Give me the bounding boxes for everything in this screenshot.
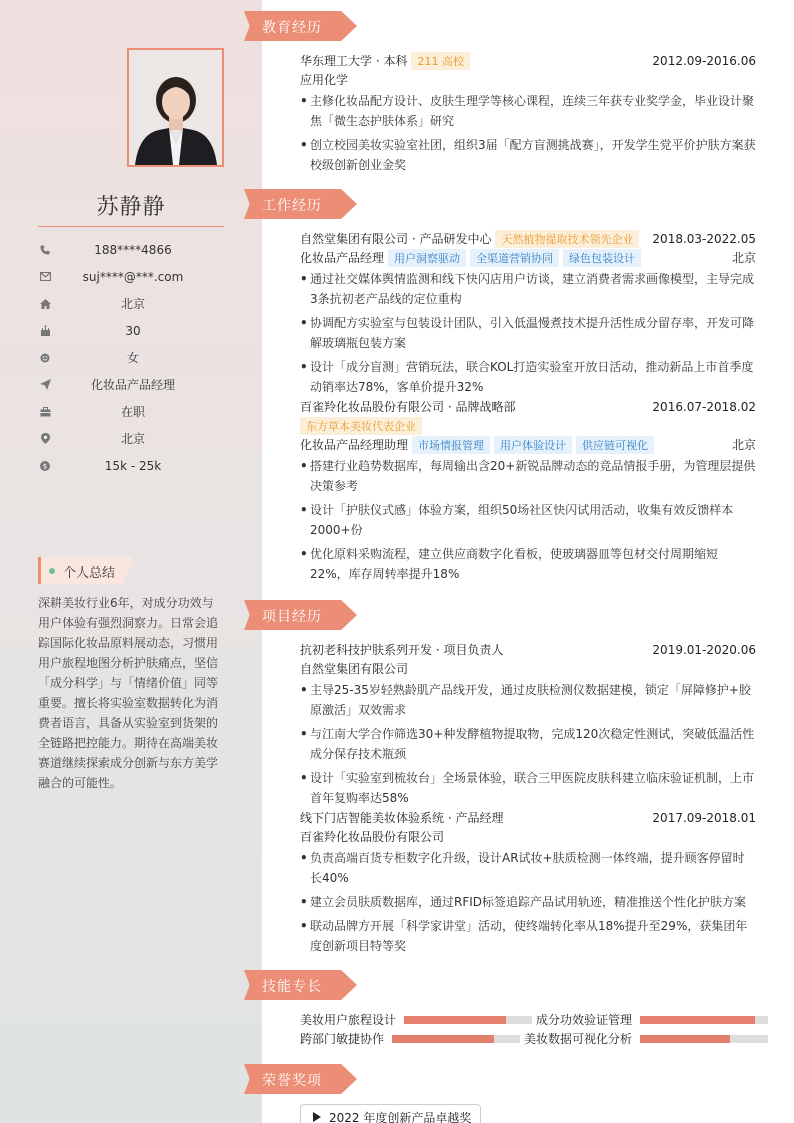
project-company: 百雀羚化妆品股份有限公司 <box>300 830 445 844</box>
project-date: 2017.09-2018.01 <box>652 810 756 825</box>
section-heading-project: 项目经历 <box>244 600 357 630</box>
education-date: 2012.09-2016.06 <box>652 53 756 68</box>
work-city: 北京 <box>731 251 756 265</box>
project-date: 2019.01-2020.06 <box>652 642 756 657</box>
list-item: • 主导25-35岁轻熟龄肌产品线开发，通过皮肤检测仪数据建模，锁定「屏障修护+胶原激活」双效需求 <box>300 683 751 717</box>
info-row-gender: 女 <box>38 344 224 371</box>
info-row-home: 北京 <box>38 290 224 317</box>
contact-info <box>38 236 224 479</box>
company-name: 自然堂集团有限公司 · 产品研发中心 <box>300 232 492 246</box>
list-item: • 搭建行业趋势数据库，每周输出含20+新锐品牌动态的竞品情报手册，为管理层提供决策参考 <box>300 459 756 493</box>
info-row-email: suj****@***.com <box>38 263 224 290</box>
list-item: • 协调配方实验室与包装设计团队，引入低温慢煮技术提升活性成分留存率，开发可降解玻璃瓶包装方案 <box>300 316 755 350</box>
bullet-dot-icon <box>49 568 55 574</box>
section-heading-work: 工作经历 <box>244 189 357 219</box>
company-tag: 东方草本美妆代表企业 <box>300 417 422 435</box>
info-row-age: 30 <box>38 317 224 344</box>
school-tag: 211 高校 <box>411 52 470 70</box>
briefcase-icon <box>38 405 52 419</box>
summary-heading: 个人总结 <box>38 557 134 584</box>
skills-list <box>300 1010 770 1048</box>
work-date: 2018.03-2022.05 <box>652 231 756 246</box>
salary-icon <box>38 459 52 473</box>
award-item: 2022 年度创新产品卓越奖 <box>300 1104 481 1123</box>
company-name: 百雀羚化妆品股份有限公司 · 品牌战略部 <box>300 400 516 414</box>
skill-item: 美妆数据可视化分析 <box>524 1030 768 1047</box>
list-item: • 联动品牌方开展「科学家讲堂」活动，使终端转化率从18%提升至29%，获集团年度创新项目特等奖 <box>300 919 748 953</box>
info-row-phone: 188****4866 <box>38 236 224 263</box>
summary-text: 深耕美妆行业6年，对成分功效与用户体验有强烈洞察力。日常会追踪国际化妆品原料展动态，习惯用用户旅程地图分析护肤痛点，坚信「成分科学」与「情绪价值」同等重要。擅长将实验室数据转化为消费者语言，具备从实验室到货架的全链路把控能力。期待在高端美妆赛道继续探索成分创新与东方美学融合的可能性。 <box>38 596 219 790</box>
work-city: 北京 <box>731 438 756 452</box>
company-tag: 天然植物提取技术领先企业 <box>495 230 639 248</box>
section-heading-education: 教育经历 <box>244 11 357 41</box>
cake-icon <box>38 324 52 338</box>
skill-tag: 供应链可视化 <box>576 436 654 454</box>
skill-tag: 用户洞察驱动 <box>388 249 466 267</box>
info-row-salary: $ 15k - 25k <box>38 452 224 479</box>
section-heading-skills: 技能专长 <box>244 970 357 1000</box>
list-item: • 设计「成分盲测」营销玩法，联合KOL打造实验室开放日活动，推动新品上市首季度动销率达78%，客单价提升32% <box>300 360 754 394</box>
home-icon <box>38 297 52 311</box>
skill-item: 成分功效验证管理 <box>536 1011 768 1028</box>
job-role: 化妆品产品经理 <box>300 251 385 265</box>
work-date: 2016.07-2018.02 <box>652 399 756 414</box>
send-icon <box>38 378 52 392</box>
mail-icon <box>38 270 52 284</box>
skill-tag: 用户体验设计 <box>494 436 572 454</box>
education-block <box>300 51 756 175</box>
info-row-location: 北京 <box>38 425 224 452</box>
name-divider <box>38 226 224 227</box>
list-item: • 通过社交媒体舆情监测和线下快闪店用户访谈，建立消费者需求画像模型，主导完成3条抗初老产品线的定位重构 <box>300 272 755 306</box>
info-row-target-job: 化妆品产品经理 <box>38 371 224 398</box>
list-item: • 优化原料采购流程，建立供应商数字化看板，使玻璃器皿等包材交付周期缩短22%，库存周转率提升18% <box>300 547 719 581</box>
list-item: • 创立校园美妆实验室社团，组织3届「配方盲测挑战赛」，开发学生党平价护肤方案获校级创新创业金奖 <box>300 138 756 172</box>
job-role: 化妆品产品经理助理 <box>300 438 409 452</box>
candidate-name: 苏静静 <box>96 195 166 220</box>
school-name: 华东理工大学 · 本科 <box>300 54 408 68</box>
skill-tag: 绿色包装设计 <box>563 249 641 267</box>
svg-text:$: $ <box>42 462 48 471</box>
skill-level-bar <box>392 1035 520 1043</box>
list-item: • 建立会员肤质数据库，通过RFID标签追踪产品试用轨迹，精准推送个性化护肤方案 <box>300 895 747 909</box>
skill-level-bar <box>404 1016 532 1024</box>
sidebar <box>0 0 262 1123</box>
skill-item: 美妆用户旅程设计 <box>300 1011 536 1028</box>
project-name: 线下门店智能美妆体验系统 · 产品经理 <box>300 811 504 825</box>
section-heading-awards: 荣誉奖项 <box>244 1064 357 1094</box>
list-item: • 与江南大学合作筛选30+种发酵植物提取物，完成120次稳定性测试，突破低温活性成分保存技术瓶颈 <box>300 727 755 761</box>
major: 应用化学 <box>300 73 349 87</box>
skill-level-bar <box>640 1016 768 1024</box>
profile-photo <box>127 48 224 167</box>
skill-tag: 市场情报管理 <box>412 436 490 454</box>
list-item: • 负责高端百货专柜数字化升级，设计AR试妆+肤质检测一体终端，提升顾客停留时长40% <box>300 851 745 885</box>
location-icon <box>38 432 52 446</box>
project-name: 抗初老科技护肤系列开发 · 项目负责人 <box>300 643 504 657</box>
phone-icon <box>38 243 52 257</box>
project-block-2 <box>300 808 756 956</box>
project-company: 自然堂集团有限公司 <box>300 662 409 676</box>
list-item: • 设计「护肤仪式感」体验方案，组织50场社区快闪试用活动，收集有效反馈样本2000+份 <box>300 503 734 537</box>
play-triangle-icon <box>313 1112 321 1122</box>
info-row-status: 在职 <box>38 398 224 425</box>
skill-item: 跨部门敏捷协作 <box>300 1030 524 1047</box>
list-item: • 主修化妆品配方设计、皮肤生理学等核心课程，连续三年获专业奖学金，毕业设计聚焦「微生态护肤体系」研究 <box>300 94 755 128</box>
list-item: • 设计「实验室到梳妆台」全场景体验，联合三甲医院皮肤科建立临床验证机制，上市首年复购率达58% <box>300 771 755 805</box>
project-block-1 <box>300 640 756 808</box>
skill-tag: 全渠道营销协同 <box>470 249 559 267</box>
work-block-1 <box>300 229 756 397</box>
gender-icon <box>38 351 52 365</box>
skill-level-bar <box>640 1035 768 1043</box>
work-block-2 <box>300 397 756 584</box>
